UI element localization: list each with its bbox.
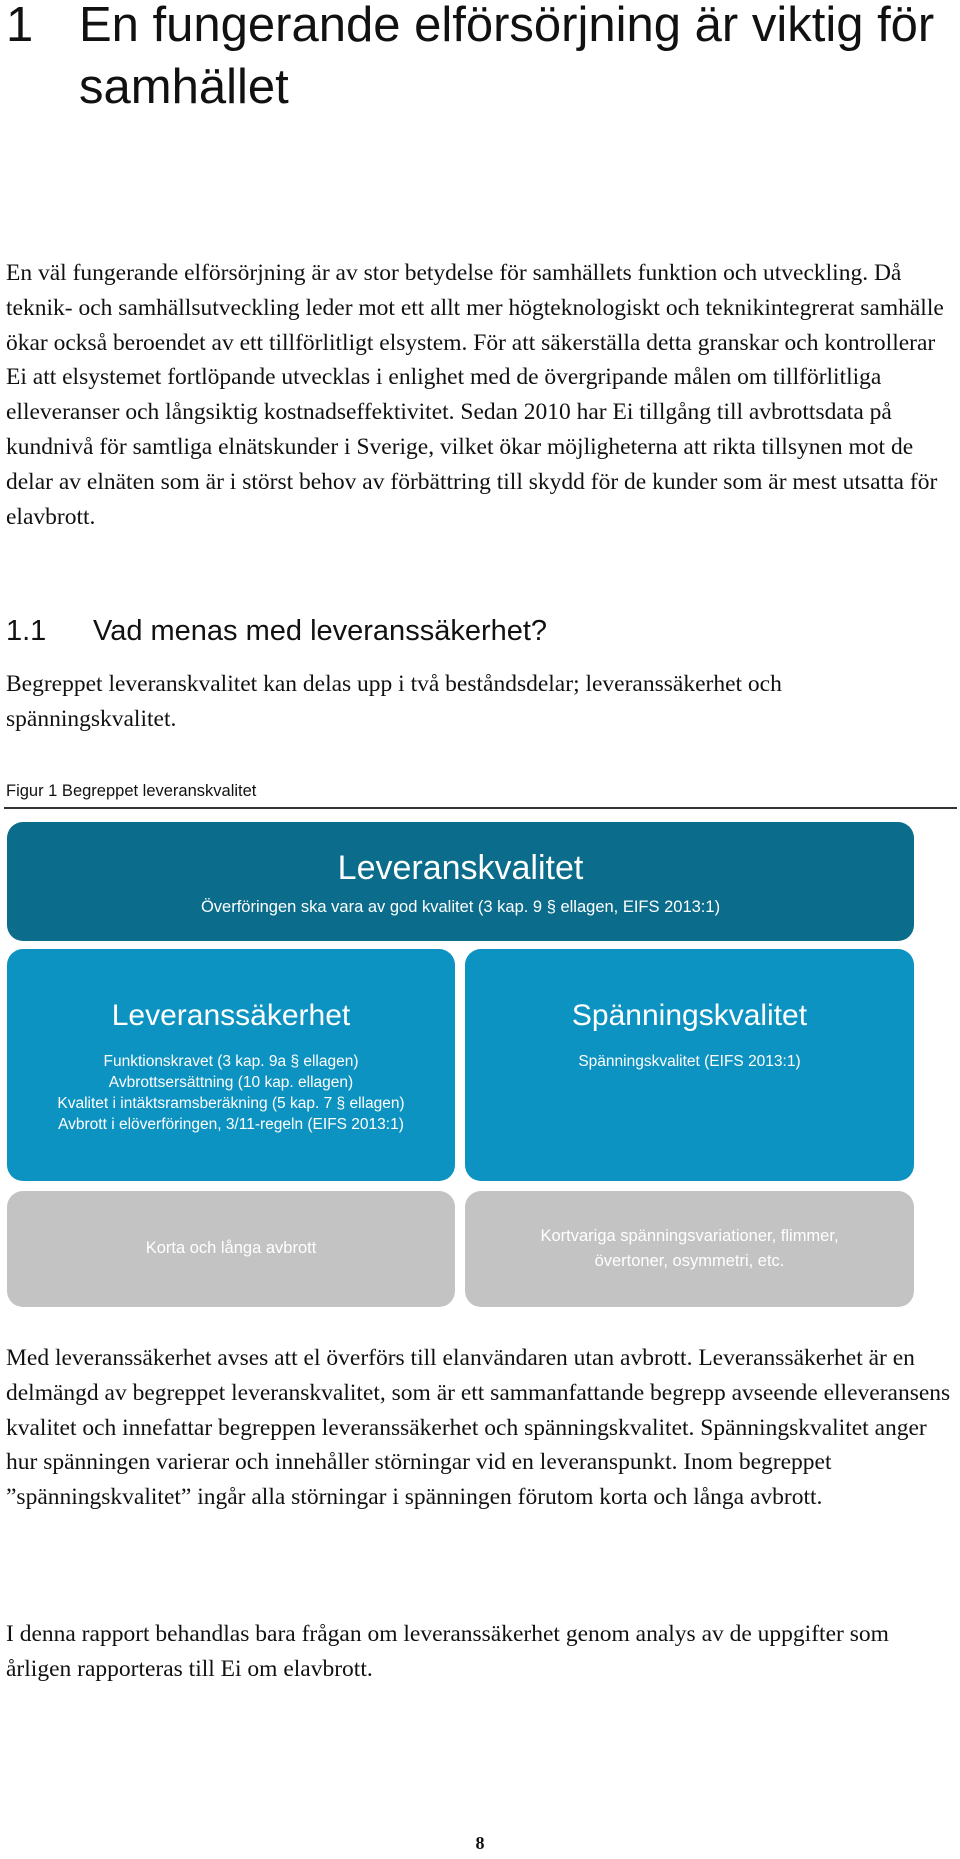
avbrott-label: Korta och långa avbrott bbox=[145, 1239, 317, 1257]
leveranskvalitet-subtitle: Överföringen ska vara av god kvalitet (3 kap. 9 § ellagen, EIFS 2013:1) bbox=[200, 898, 721, 916]
chapter-number: 1 bbox=[6, 0, 34, 52]
stoerningar-line: Kortvariga spänningsvariationer, flimmer, bbox=[540, 1227, 839, 1245]
stoerningar-label bbox=[465, 1224, 914, 1274]
leveranskvalitet-box bbox=[7, 822, 914, 941]
leveranssakerhet-line: Avbrott i elöverföringen, 3/11-regeln (EIFS 2013:1) bbox=[58, 1116, 404, 1133]
intro-paragraph: En väl fungerande elförsörjning är av stor betydelse för samhällets funktion och utveckling. Då teknik- och samhällsutveckling leder mot ett allt mer högteknologiskt och teknikintegrerat samhälle ökar också beroendet av ett tillförlitligt elsystem. För att säkerställa detta granskar och kontrollerar Ei att elsystemet fortlöpande utvecklas i enlighet med de övergripande målen om tillförlitliga elleveranser och långsiktig kostnadseffektivitet. Sedan 2010 har Ei tillgång till avbrottsdata på kundnivå för samtliga elnätskunder i Sverige, vilket ökar möjligheterna att rikta tillsynen mot de delar av elnäten som är i störst behov av förbättring till skydd för de kunder som är mest utsatta för elavbrott. bbox=[6, 260, 944, 530]
page-number: 8 bbox=[475, 1833, 485, 1853]
spanningskvalitet-line: Spänningskvalitet (EIFS 2013:1) bbox=[578, 1053, 801, 1070]
figure-rule bbox=[4, 807, 957, 809]
leveranskvalitet-title: Leveranskvalitet bbox=[337, 849, 584, 887]
chapter-title: En fungerande elförsörjning är viktig för samhället bbox=[79, 0, 935, 114]
leveranssakerhet-box bbox=[7, 949, 455, 1181]
scope-paragraph: I denna rapport behandlas bara frågan om leveranssäkerhet genom analys av de uppgifter som årligen rapporteras till Ei om elavbrott. bbox=[6, 1621, 889, 1682]
avbrott-box bbox=[7, 1191, 455, 1307]
leveranssakerhet-line: Avbrottsersättning (10 kap. ellagen) bbox=[108, 1074, 354, 1091]
spanningskvalitet-box bbox=[465, 949, 914, 1181]
figure-caption: Figur 1 Begreppet leveranskvalitet bbox=[6, 782, 257, 800]
section-paragraph: Begreppet leveranskvalitet kan delas upp i två beståndsdelar; leveranssäkerhet och spänningskvalitet. bbox=[6, 671, 782, 732]
section-title: Vad menas med leveranssäkerhet? bbox=[93, 615, 548, 647]
leveranssakerhet-title: Leveranssäkerhet bbox=[111, 999, 351, 1032]
leveranssakerhet-line: Funktionskravet (3 kap. 9a § ellagen) bbox=[103, 1053, 359, 1070]
stoerningar-line: övertoner, osymmetri, etc. bbox=[594, 1252, 785, 1270]
stoerningar-box bbox=[465, 1191, 914, 1307]
definition-paragraph: Med leveranssäkerhet avses att el överförs till elanvändaren utan avbrott. Leveranssäkerhet är en delmängd av begreppet leveranskvalitet, som är ett sammanfattande begrepp avseende elleveransens kvalitet och innefattar begreppen leveranssäkerhet och spänningskvalitet. Spänningskvalitet anger hur spänningen varierar och innehåller störningar vid en leveranspunkt. Inom begreppet ”spänningskvalitet” ingår alla störningar i spänningen förutom korta och långa avbrott. bbox=[6, 1345, 951, 1511]
spanningskvalitet-title: Spänningskvalitet bbox=[571, 999, 808, 1032]
section-number: 1.1 bbox=[6, 615, 47, 647]
leveranssakerhet-line: Kvalitet i intäktsramsberäkning (5 kap. 7 § ellagen) bbox=[57, 1095, 405, 1112]
leveranssakerhet-lines bbox=[7, 1051, 455, 1135]
spanningskvalitet-lines bbox=[465, 1051, 914, 1072]
